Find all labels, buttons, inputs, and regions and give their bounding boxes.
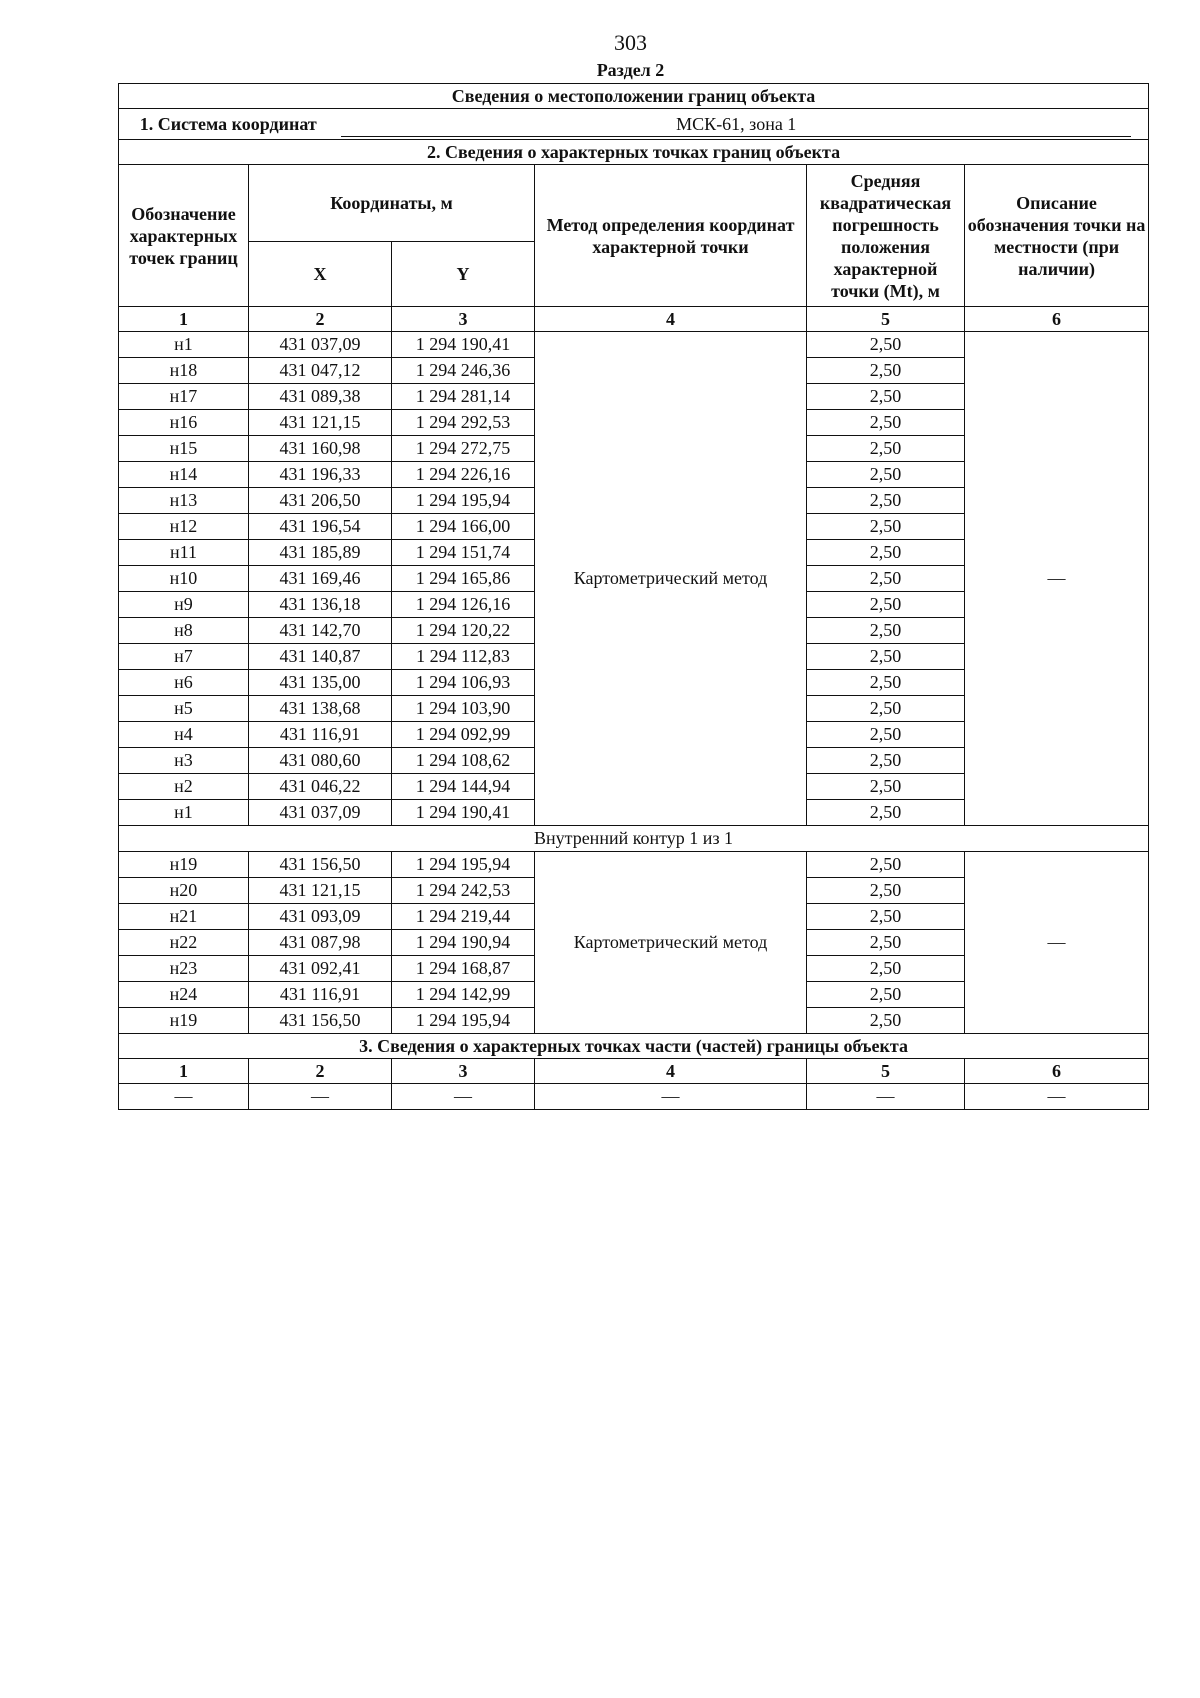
coord-x: 431 196,33 bbox=[249, 462, 392, 488]
point-id: н15 bbox=[119, 436, 249, 462]
coord-x: 431 093,09 bbox=[249, 904, 392, 930]
coord-y: 1 294 166,00 bbox=[392, 514, 535, 540]
part2-title: 2. Сведения о характерных точках границ объекта bbox=[119, 140, 1149, 165]
coord-x: 431 138,68 bbox=[249, 696, 392, 722]
coord-y: 1 294 126,16 bbox=[392, 592, 535, 618]
coord-system-row bbox=[119, 109, 1149, 140]
error-value: 2,50 bbox=[807, 696, 965, 722]
table-row bbox=[119, 1084, 1149, 1110]
coord-x: 431 156,50 bbox=[249, 1008, 392, 1034]
coord-y: 1 294 226,16 bbox=[392, 462, 535, 488]
coord-y: 1 294 168,87 bbox=[392, 956, 535, 982]
column-number: 2 bbox=[249, 307, 392, 332]
coord-y: 1 294 190,41 bbox=[392, 800, 535, 826]
error-value: 2,50 bbox=[807, 488, 965, 514]
empty-dash: — bbox=[249, 1084, 392, 1110]
point-id: н14 bbox=[119, 462, 249, 488]
point-id: н1 bbox=[119, 800, 249, 826]
error-value: 2,50 bbox=[807, 566, 965, 592]
column-number: 6 bbox=[965, 307, 1149, 332]
coord-x: 431 037,09 bbox=[249, 332, 392, 358]
coord-x: 431 185,89 bbox=[249, 540, 392, 566]
column-number: 4 bbox=[535, 307, 807, 332]
error-value: 2,50 bbox=[807, 540, 965, 566]
description-cell: — bbox=[965, 332, 1149, 826]
column-number: 3 bbox=[392, 307, 535, 332]
coord-x: 431 135,00 bbox=[249, 670, 392, 696]
error-value: 2,50 bbox=[807, 644, 965, 670]
point-id: н19 bbox=[119, 852, 249, 878]
error-value: 2,50 bbox=[807, 618, 965, 644]
error-value: 2,50 bbox=[807, 462, 965, 488]
point-id: н10 bbox=[119, 566, 249, 592]
error-value: 2,50 bbox=[807, 800, 965, 826]
coord-y: 1 294 142,99 bbox=[392, 982, 535, 1008]
error-value: 2,50 bbox=[807, 358, 965, 384]
error-value: 2,50 bbox=[807, 982, 965, 1008]
coord-system-label: 1. Система координат bbox=[139, 113, 317, 134]
coord-x: 431 136,18 bbox=[249, 592, 392, 618]
point-id: н23 bbox=[119, 956, 249, 982]
coord-y: 1 294 190,94 bbox=[392, 930, 535, 956]
boundary-table bbox=[118, 83, 1149, 1110]
coord-x: 431 080,60 bbox=[249, 748, 392, 774]
inner-contour-row bbox=[119, 826, 1149, 852]
coord-system-value: МСК-61, зона 1 bbox=[341, 112, 1131, 137]
error-value: 2,50 bbox=[807, 930, 965, 956]
header-error: Средняя квадратическая погрешность положения характерной точки (Mt), м bbox=[807, 165, 965, 307]
point-id: н5 bbox=[119, 696, 249, 722]
column-number: 2 bbox=[249, 1059, 392, 1084]
error-value: 2,50 bbox=[807, 878, 965, 904]
coord-y: 1 294 165,86 bbox=[392, 566, 535, 592]
coord-y: 1 294 120,22 bbox=[392, 618, 535, 644]
error-value: 2,50 bbox=[807, 956, 965, 982]
error-value: 2,50 bbox=[807, 748, 965, 774]
coord-y: 1 294 281,14 bbox=[392, 384, 535, 410]
error-value: 2,50 bbox=[807, 410, 965, 436]
error-value: 2,50 bbox=[807, 1008, 965, 1034]
column-number: 6 bbox=[965, 1059, 1149, 1084]
point-id: н11 bbox=[119, 540, 249, 566]
column-numbers-row bbox=[119, 307, 1149, 332]
empty-dash: — bbox=[119, 1084, 249, 1110]
coord-x: 431 140,87 bbox=[249, 644, 392, 670]
point-id: н16 bbox=[119, 410, 249, 436]
empty-dash: — bbox=[392, 1084, 535, 1110]
coord-x: 431 116,91 bbox=[249, 722, 392, 748]
main-title: Сведения о местоположении границ объекта bbox=[119, 84, 1149, 109]
point-id: н6 bbox=[119, 670, 249, 696]
page-number: 303 bbox=[614, 30, 647, 55]
error-value: 2,50 bbox=[807, 774, 965, 800]
error-value: 2,50 bbox=[807, 332, 965, 358]
column-number: 3 bbox=[392, 1059, 535, 1084]
column-number: 1 bbox=[119, 307, 249, 332]
column-number: 4 bbox=[535, 1059, 807, 1084]
point-id: н22 bbox=[119, 930, 249, 956]
header-designation: Обозначение характерных точек границ bbox=[119, 165, 249, 307]
coord-y: 1 294 195,94 bbox=[392, 488, 535, 514]
coord-x: 431 121,15 bbox=[249, 410, 392, 436]
part3-title: 3. Сведения о характерных точках части (частей) границы объекта bbox=[119, 1034, 1149, 1059]
point-id: н12 bbox=[119, 514, 249, 540]
coord-y: 1 294 219,44 bbox=[392, 904, 535, 930]
point-id: н19 bbox=[119, 1008, 249, 1034]
point-id: н3 bbox=[119, 748, 249, 774]
column-numbers-row bbox=[119, 1059, 1149, 1084]
coord-x: 431 206,50 bbox=[249, 488, 392, 514]
coord-x: 431 046,22 bbox=[249, 774, 392, 800]
column-number: 1 bbox=[119, 1059, 249, 1084]
coord-y: 1 294 108,62 bbox=[392, 748, 535, 774]
error-value: 2,50 bbox=[807, 852, 965, 878]
coord-y: 1 294 190,41 bbox=[392, 332, 535, 358]
error-value: 2,50 bbox=[807, 384, 965, 410]
coord-x: 431 037,09 bbox=[249, 800, 392, 826]
header-description: Описание обозначения точки на местности (при наличии) bbox=[965, 165, 1149, 307]
coord-x: 431 121,15 bbox=[249, 878, 392, 904]
coord-x: 431 087,98 bbox=[249, 930, 392, 956]
point-id: н20 bbox=[119, 878, 249, 904]
empty-dash: — bbox=[965, 1084, 1149, 1110]
column-number: 5 bbox=[807, 1059, 965, 1084]
point-id: н17 bbox=[119, 384, 249, 410]
table-row bbox=[119, 332, 1149, 358]
coord-y: 1 294 242,53 bbox=[392, 878, 535, 904]
header-method: Метод определения координат характерной точки bbox=[535, 165, 807, 307]
point-id: н13 bbox=[119, 488, 249, 514]
coord-y: 1 294 195,94 bbox=[392, 1008, 535, 1034]
method-cell: Картометрический метод bbox=[535, 332, 807, 826]
error-value: 2,50 bbox=[807, 722, 965, 748]
error-value: 2,50 bbox=[807, 904, 965, 930]
point-id: н2 bbox=[119, 774, 249, 800]
coord-y: 1 294 246,36 bbox=[392, 358, 535, 384]
error-value: 2,50 bbox=[807, 436, 965, 462]
method-cell: Картометрический метод bbox=[535, 852, 807, 1034]
coord-x: 431 196,54 bbox=[249, 514, 392, 540]
error-value: 2,50 bbox=[807, 670, 965, 696]
point-id: н1 bbox=[119, 332, 249, 358]
coord-y: 1 294 292,53 bbox=[392, 410, 535, 436]
coord-x: 431 169,46 bbox=[249, 566, 392, 592]
point-id: н9 bbox=[119, 592, 249, 618]
coord-y: 1 294 106,93 bbox=[392, 670, 535, 696]
point-id: н7 bbox=[119, 644, 249, 670]
header-x: X bbox=[249, 242, 392, 307]
empty-dash: — bbox=[535, 1084, 807, 1110]
coord-y: 1 294 272,75 bbox=[392, 436, 535, 462]
table-row bbox=[119, 852, 1149, 878]
coord-x: 431 092,41 bbox=[249, 956, 392, 982]
coord-x: 431 089,38 bbox=[249, 384, 392, 410]
header-y: Y bbox=[392, 242, 535, 307]
coord-x: 431 047,12 bbox=[249, 358, 392, 384]
point-id: н4 bbox=[119, 722, 249, 748]
coord-y: 1 294 195,94 bbox=[392, 852, 535, 878]
point-id: н24 bbox=[119, 982, 249, 1008]
empty-dash: — bbox=[807, 1084, 965, 1110]
coord-y: 1 294 092,99 bbox=[392, 722, 535, 748]
coord-y: 1 294 112,83 bbox=[392, 644, 535, 670]
coord-x: 431 116,91 bbox=[249, 982, 392, 1008]
section-title: Раздел 2 bbox=[596, 60, 665, 80]
coord-y: 1 294 103,90 bbox=[392, 696, 535, 722]
header-coordinates: Координаты, м bbox=[249, 165, 535, 242]
point-id: н8 bbox=[119, 618, 249, 644]
inner-contour-label: Внутренний контур 1 из 1 bbox=[119, 826, 1149, 852]
error-value: 2,50 bbox=[807, 514, 965, 540]
coord-y: 1 294 151,74 bbox=[392, 540, 535, 566]
point-id: н21 bbox=[119, 904, 249, 930]
point-id: н18 bbox=[119, 358, 249, 384]
column-number: 5 bbox=[807, 307, 965, 332]
coord-x: 431 142,70 bbox=[249, 618, 392, 644]
coord-x: 431 160,98 bbox=[249, 436, 392, 462]
error-value: 2,50 bbox=[807, 592, 965, 618]
description-cell: — bbox=[965, 852, 1149, 1034]
coord-x: 431 156,50 bbox=[249, 852, 392, 878]
coord-y: 1 294 144,94 bbox=[392, 774, 535, 800]
